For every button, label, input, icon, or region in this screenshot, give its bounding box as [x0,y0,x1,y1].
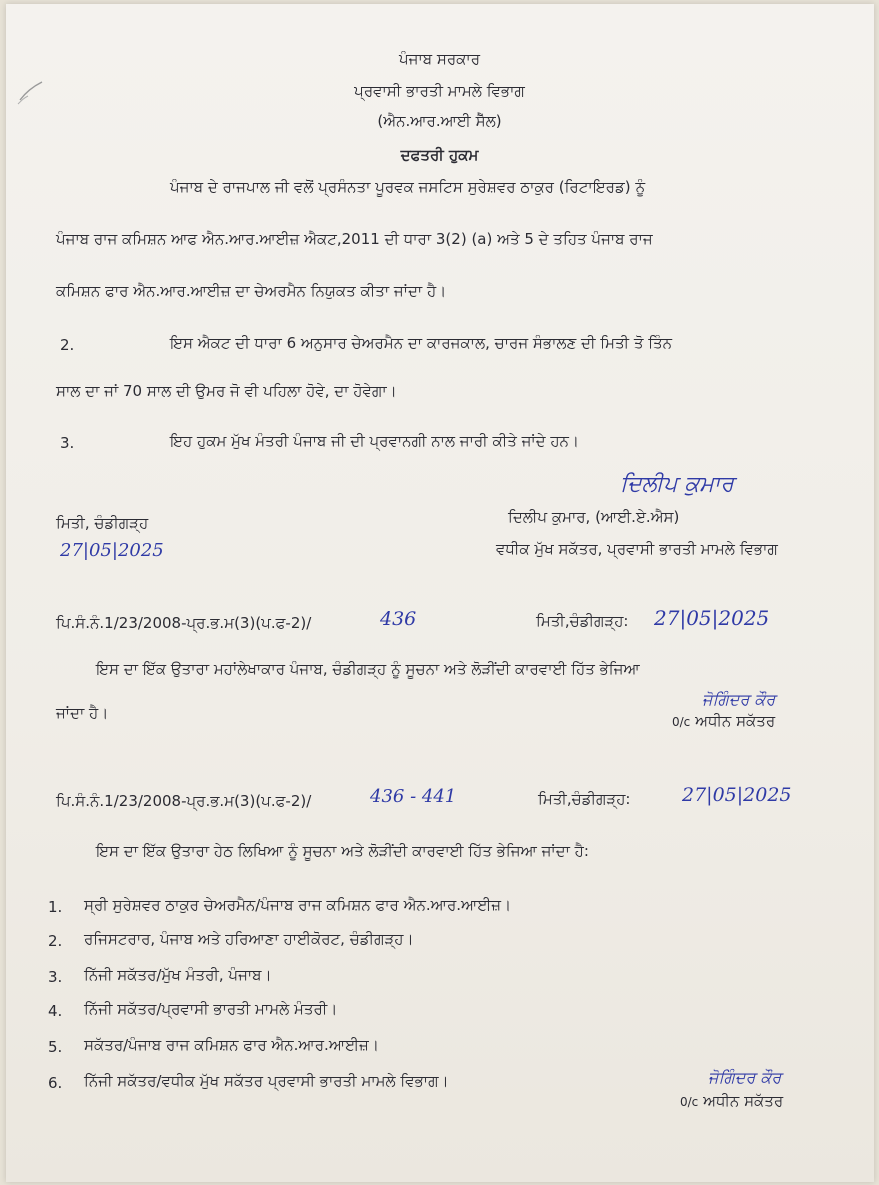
endorsement1-sig-title-text: ਅਧੀਨ ਸਕੱਤਰ [695,712,776,730]
recipient-number: 2. [48,932,63,950]
recipient-number: 3. [48,968,63,986]
signature-handwritten: ਦਿਲੀਪ ਕੁਮਾਰ [620,472,734,497]
recipient-number: 1. [48,898,63,916]
para3-number: 3. [60,434,75,452]
endorsement2-ref-no: ਪਿ.ਸੰ.ਨੰ.1/23/2008-ਪ੍ਰ.ਭ.ਮ(3)(ਪ.ਫ-2)/ [56,792,312,810]
endorsement2-ref-handwritten: 436 - 441 [370,786,457,807]
endorsement2-sig-title-text: ਅਧੀਨ ਸਕੱਤਰ [703,1092,784,1110]
para1-line2: ਪੰਜਾਬ ਰਾਜ ਕਮਿਸ਼ਨ ਆਫ ਐਨ.ਆਰ.ਆਈਜ਼ ਐਕਟ,2011 ਦੀ ਧਾਰਾ 3(2) (a) ਅਤੇ 5 ਦੇ ਤਹਿਤ ਪੰਜਾਬ ਰਾਜ [56,230,653,248]
recipient-number: 6. [48,1074,63,1092]
recipient-item: ਸ੍ਰੀ ਸੁਰੇਸ਼ਵਰ ਠਾਕੁਰ ਚੇਅਰਮੈਨ/ਪੰਜਾਬ ਰਾਜ ਕਮਿਸ਼ਨ ਫਾਰ ਐਨ.ਆਰ.ਆਈਜ਼। [84,896,512,914]
endorsement2-date-label: ਮਿਤੀ,ਚੰਡੀਗੜ੍ਹ: [538,790,631,808]
recipient-item: ਨਿੱਜੀ ਸਕੱਤਰ/ਵਧੀਕ ਮੁੱਖ ਸਕੱਤਰ ਪ੍ਰਵਾਸੀ ਭਾਰਤੀ ਮਾਮਲੇ ਵਿਭਾਗ। [84,1072,449,1090]
endorsement1-sig-prefix: 0/c [672,715,691,729]
recipient-item: ਨਿੱਜੀ ਸਕੱਤਰ/ਪ੍ਰਵਾਸੀ ਭਾਰਤੀ ਮਾਮਲੇ ਮੰਤਰੀ। [84,1000,338,1018]
handwritten-date: 27|05|2025 [60,540,164,561]
header-government: ਪੰਜਾਬ ਸਰਕਾਰ [399,50,480,68]
para3-line1: ਇਹ ਹੁਕਮ ਮੁੱਖ ਮੰਤਰੀ ਪੰਜਾਬ ਜੀ ਦੀ ਪ੍ਰਵਾਨਗੀ ਨਾਲ ਜਾਰੀ ਕੀਤੇ ਜਾਂਦੇ ਹਨ। [170,432,580,450]
endorsement2-sig-prefix: 0/c [680,1095,699,1109]
signatory-title: ਵਧੀਕ ਮੁੱਖ ਸਕੱਤਰ, ਪ੍ਰਵਾਸੀ ਭਾਰਤੀ ਮਾਮਲੇ ਵਿਭਾਗ [496,540,778,558]
endorsement1-line2: ਜਾਂਦਾ ਹੈ। [56,704,109,722]
recipient-number: 4. [48,1002,63,1020]
para1-line3: ਕਮਿਸ਼ਨ ਫਾਰ ਐਨ.ਆਰ.ਆਈਜ਼ ਦਾ ਚੇਅਰਮੈਨ ਨਿਯੁਕਤ ਕੀਤਾ ਜਾਂਦਾ ਹੈ। [56,282,447,300]
signatory-name: ਦਿਲੀਪ ਕੁਮਾਰ, (ਆਈ.ਏ.ਐਸ) [508,508,680,526]
endorsement1-date-handwritten: 27|05|2025 [654,606,770,630]
endorsement1-ref-handwritten: 436 [380,608,417,630]
recipient-item: ਨਿੱਜੀ ਸਕੱਤਰ/ਮੁੱਖ ਮੰਤਰੀ, ਪੰਜਾਬ। [84,966,272,984]
recipient-item: ਸਕੱਤਰ/ਪੰਜਾਬ ਰਾਜ ਕਮਿਸ਼ਨ ਫਾਰ ਐਨ.ਆਰ.ਆਈਜ਼। [84,1036,379,1054]
header-department: ਪ੍ਰਵਾਸੀ ਭਾਰਤੀ ਮਾਮਲੇ ਵਿਭਾਗ [354,82,525,100]
endorsement1-signature-handwritten: ਜੋਗਿੰਦਰ ਕੌਰ [702,690,776,709]
recipient-item: ਰਜਿਸਟਰਾਰ, ਪੰਜਾਬ ਅਤੇ ਹਰਿਆਣਾ ਹਾਈਕੋਰਟ, ਚੰਡੀਗੜ੍ਹ। [84,930,414,948]
order-title: ਦਫਤਰੀ ਹੁਕਮ [400,146,479,164]
para2-number: 2. [60,336,75,354]
endorsement1-date-label: ਮਿਤੀ,ਚੰਡੀਗੜ੍ਹ: [536,612,629,630]
endorsement1-sig-title [672,712,775,730]
place-label: ਮਿਤੀ, ਚੰਡੀਗੜ੍ਹ [56,514,149,532]
endorsement2-date-handwritten: 27|05|2025 [682,784,792,806]
recipient-number: 5. [48,1038,63,1056]
endorsement2-intro: ਇਸ ਦਾ ਇੱਕ ਉਤਾਰਾ ਹੇਠ ਲਿਖਿਆ ਨੂੰ ਸੂਚਨਾ ਅਤੇ ਲੋੜੀਂਦੀ ਕਾਰਵਾਈ ਹਿੱਤ ਭੇਜਿਆ ਜਾਂਦਾ ਹੈ: [96,842,589,860]
endorsement2-sig-title [680,1092,783,1110]
para2-line1: ਇਸ ਐਕਟ ਦੀ ਧਾਰਾ 6 ਅਨੁਸਾਰ ਚੇਅਰਮੈਨ ਦਾ ਕਾਰਜਕਾਲ, ਚਾਰਜ ਸੰਭਾਲਣ ਦੀ ਮਿਤੀ ਤੋ ਤਿੰਨ [170,334,673,352]
endorsement1-ref-no: ਪਿ.ਸੰ.ਨੰ.1/23/2008-ਪ੍ਰ.ਭ.ਮ(3)(ਪ.ਫ-2)/ [56,614,312,632]
endorsement1-line1: ਇਸ ਦਾ ਇੱਕ ਉਤਾਰਾ ਮਹਾਂਲੇਖਾਕਾਰ ਪੰਜਾਬ, ਚੰਡੀਗੜ੍ਹ ਨੂੰ ਸੂਚਨਾ ਅਤੇ ਲੋੜੀਂਦੀ ਕਾਰਵਾਈ ਹਿੱਤ ਭੇਜਿਆ [96,660,640,678]
header-cell: (ਐਨ.ਆਰ.ਆਈ ਸੈੱਲ) [377,112,502,130]
para1-line1: ਪੰਜਾਬ ਦੇ ਰਾਜਪਾਲ ਜੀ ਵਲੋਂ ਪ੍ਰਸੰਨਤਾ ਪੂਰਵਕ ਜਸਟਿਸ ਸੁਰੇਸ਼ਵਰ ਠਾਕੁਰ (ਰਿਟਾਇਰਡ) ਨੂੰ [170,178,646,196]
para2-line2: ਸਾਲ ਦਾ ਜਾਂ 70 ਸਾਲ ਦੀ ਉਮਰ ਜੋ ਵੀ ਪਹਿਲਾ ਹੋਵੇ, ਦਾ ਹੋਵੇਗਾ। [56,382,397,400]
endorsement2-signature-handwritten: ਜੋਗਿੰਦਰ ਕੌਰ [708,1068,782,1087]
